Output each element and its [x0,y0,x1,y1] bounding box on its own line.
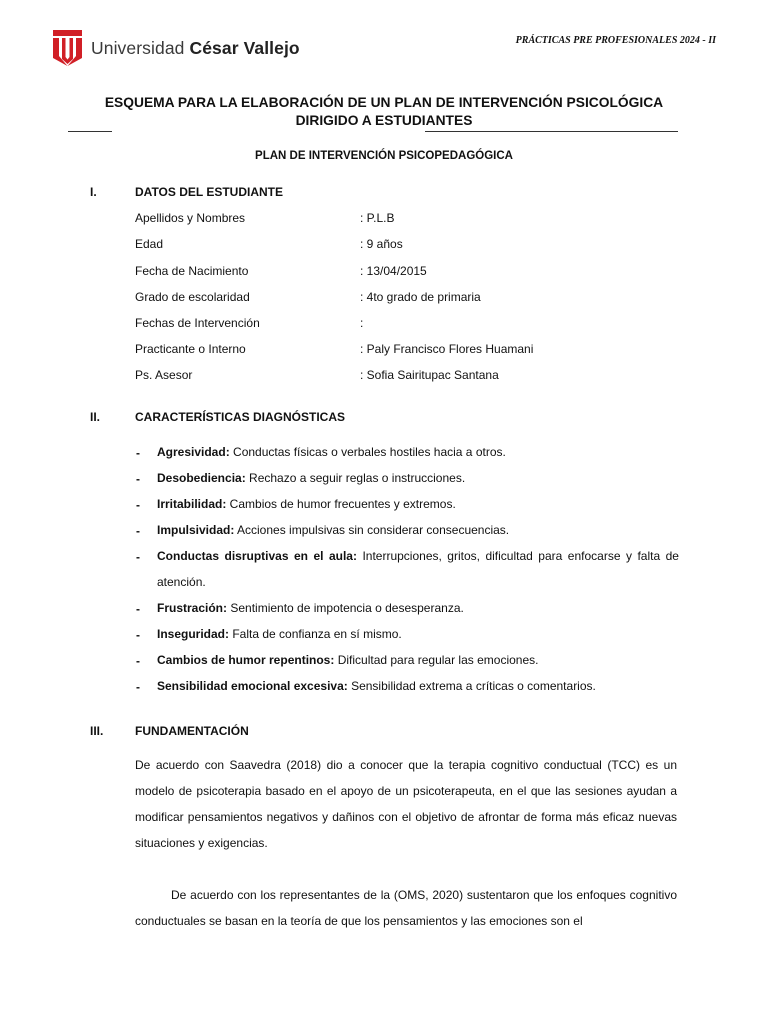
list-item-text: Interrupciones, gritos, dificultad para enfocarse y falta de atención. [157,549,679,589]
info-label: Fechas de Intervención [135,316,260,330]
list-item-term: Inseguridad: [157,627,230,641]
info-label: Fecha de Nacimiento [135,264,249,278]
list-item-text: Sensibilidad extrema a críticas o comentarios. [347,679,596,693]
info-label: Grado de escolaridad [135,290,250,304]
list-item [157,647,679,673]
title-rule-right [425,131,678,132]
bullet-marker: - [136,498,140,512]
info-value: : 13/04/2015 [360,264,427,278]
list-item [157,673,679,699]
fundamentacion-paragraph-1: De acuerdo con Saavedra (2018) dio a conocer que la terapia cognitivo conductual (TCC) es un modelo de psicoterapia basado en el apoyo de un psicoterapeuta, en el que las sesiones ayudan a modificar pensamientos negativos y dañinos con el objetivo de afrontar de forma más eficaz nuevas situaciones y exigencias. [135,758,677,850]
university-name-bold: César Vallejo [189,37,300,58]
list-item-text: Conductas físicas o verbales hostiles hacia a otros. [229,445,506,459]
bullet-marker: - [136,550,140,564]
bullet-marker: - [136,654,140,668]
info-value: : 4to grado de primaria [360,290,481,304]
list-item-term: Impulsividad: [157,523,235,537]
list-item-text: Falta de confianza en sí mismo. [229,627,402,641]
ucv-shield-icon [53,30,82,66]
info-value: : Sofia Sairitupac Santana [360,368,499,382]
list-item [157,595,679,621]
info-value: : Paly Francisco Flores Huamani [360,342,534,356]
list-item-term: Sensibilidad emocional excesiva: [157,679,348,693]
list-item-text: Acciones impulsivas sin considerar consecuencias. [234,523,510,537]
list-item-term: Conductas disruptivas en el aula: [157,549,357,563]
list-item [157,543,679,595]
info-label: Edad [135,237,164,251]
info-label: Apellidos y Nombres [135,211,246,225]
list-item-term: Desobediencia: [157,471,246,485]
info-value: : P.L.B [360,211,395,225]
info-label: Ps. Asesor [135,368,193,382]
list-item [157,491,679,517]
list-item-term: Frustración: [157,601,228,615]
university-name [91,38,300,59]
list-item-text: Cambios de humor frecuentes y extremos. [226,497,456,511]
list-item-term: Irritabilidad: [157,497,227,511]
info-label: Practicante o Interno [135,342,246,356]
section-2-heading: CARACTERÍSTICAS DIAGNÓSTICAS [135,410,346,424]
list-item-text: Sentimiento de impotencia o desesperanza. [227,601,464,615]
bullet-marker: - [136,472,140,486]
bullet-marker: - [136,602,140,616]
info-value: : 9 años [360,237,403,251]
info-value: : [360,316,364,330]
list-item [157,465,679,491]
list-item-text: Dificultad para regular las emociones. [334,653,539,667]
title-rule-left [68,131,112,132]
bullet-marker: - [136,680,140,694]
list-item [157,517,679,543]
bullet-marker: - [136,524,140,538]
list-item [157,621,679,647]
section-1-heading: DATOS DEL ESTUDIANTE [135,185,284,199]
list-item-term: Agresividad: [157,445,230,459]
practices-header-label: PRÁCTICAS PRE PROFESIONALES 2024 - II [515,35,716,46]
section-1-number: I. [90,185,97,199]
document-title: ESQUEMA PARA LA ELABORACIÓN DE UN PLAN DE INTERVENCIÓN PSICOLÓGICA DIRIGIDO A ESTUDIANTES [104,95,664,128]
list-item-term: Cambios de humor repentinos: [157,653,335,667]
bullet-marker: - [136,446,140,460]
university-logo [53,30,300,66]
plan-subtitle: PLAN DE INTERVENCIÓN PSICOPEDAGÓGICA [255,150,513,162]
section-3-number: III. [90,724,104,738]
section-2-number: II. [90,410,101,424]
list-item-text: Rechazo a seguir reglas o instrucciones. [245,471,466,485]
fundamentacion-paragraph-2: De acuerdo con los representantes de la (OMS, 2020) sustentaron que los enfoques cognitivo conductuales se basan en la teoría de que los pensamientos y las emociones son el [135,888,677,928]
university-name-regular: Universidad [91,37,190,58]
bullet-marker: - [136,628,140,642]
list-item [157,439,679,465]
section-3-heading: FUNDAMENTACIÓN [135,724,249,738]
